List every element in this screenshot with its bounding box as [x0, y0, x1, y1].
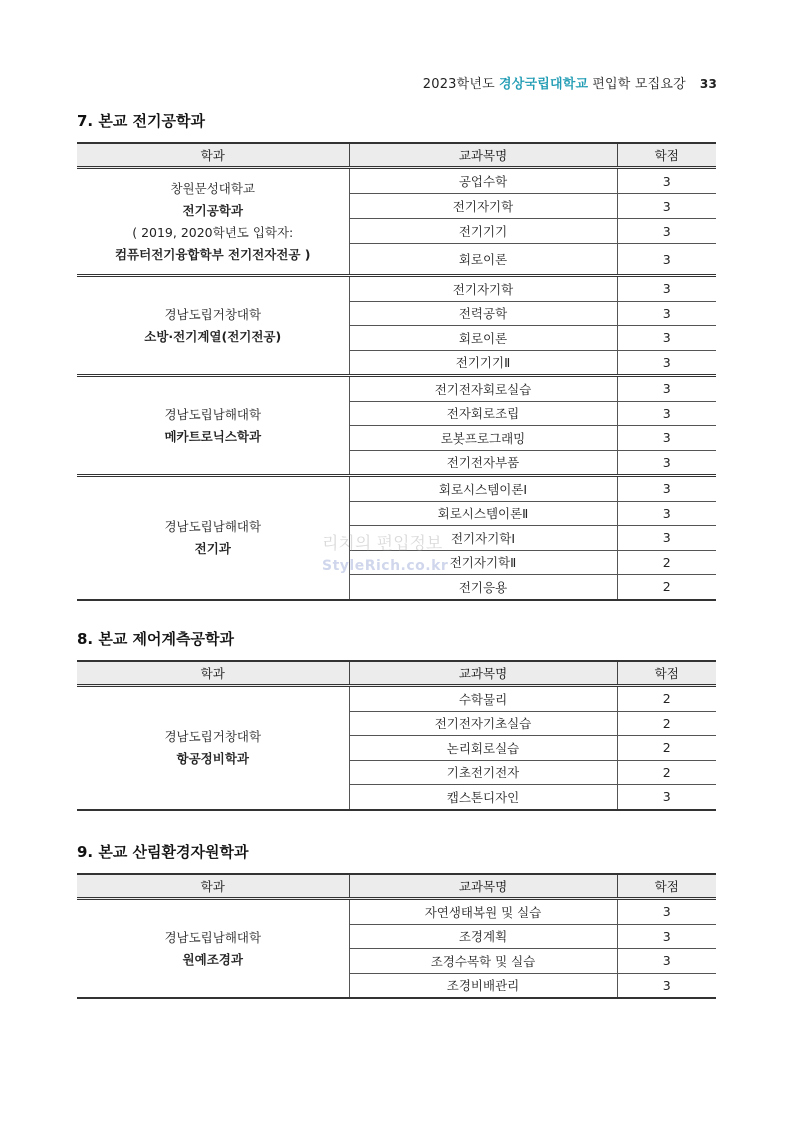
table-row	[77, 686, 716, 712]
section-forest-environment	[77, 843, 716, 999]
page-header	[423, 73, 717, 92]
table-header-row	[77, 143, 716, 168]
dept-note: ( 2019, 2020학년도 입학자:	[132, 224, 294, 240]
section-title: 8. 본교 제어계측공학과	[77, 630, 234, 648]
course-name: 논리회로실습	[349, 736, 617, 761]
section-title: 9. 본교 산림환경자원학과	[77, 843, 249, 861]
credit-value: 3	[617, 785, 716, 810]
credit-value: 3	[617, 326, 716, 351]
column-header-dept: 학과	[77, 661, 349, 686]
credit-value: 3	[617, 501, 716, 526]
course-name: 전자회로조립	[349, 401, 617, 426]
course-name: 회로시스템이론Ⅱ	[349, 501, 617, 526]
course-name: 전기전자부품	[349, 450, 617, 476]
credit-value: 3	[617, 526, 716, 551]
header-university: 경상국립대학교	[498, 77, 589, 92]
credit-value: 3	[617, 168, 716, 194]
dept-name: 메카트로닉스학과	[164, 428, 262, 444]
school-cell	[77, 899, 349, 999]
course-name: 조경수목학 및 실습	[349, 949, 617, 974]
table-group	[77, 168, 716, 276]
credit-value: 2	[617, 550, 716, 575]
watermark-text: 리치의 편입정보	[322, 534, 443, 554]
column-header-course: 교과목명	[349, 143, 617, 168]
course-name: 전기전자기초실습	[349, 711, 617, 736]
credit-value: 3	[617, 401, 716, 426]
table-group	[77, 686, 716, 810]
credit-value: 3	[617, 276, 716, 302]
school-name: 경남도립거창대학	[164, 728, 262, 744]
course-name: 전기기기	[349, 219, 617, 244]
course-name: 전기자기학Ⅰ	[349, 526, 617, 551]
course-name: 기초전기전자	[349, 760, 617, 785]
school-cell	[77, 376, 349, 476]
column-header-credit: 학점	[617, 143, 716, 168]
header-subtitle: 편입학 모집요강	[592, 77, 686, 92]
credit-value: 3	[617, 973, 716, 998]
credit-value: 3	[617, 301, 716, 326]
credit-value: 3	[617, 219, 716, 244]
table-row	[77, 168, 716, 194]
course-name: 조경계획	[349, 924, 617, 949]
dept-name: 원예조경과	[182, 951, 243, 967]
course-name: 전력공학	[349, 301, 617, 326]
section-title: 7. 본교 전기공학과	[77, 112, 206, 130]
credit-value: 3	[617, 899, 716, 925]
school-cell	[77, 168, 349, 276]
school-cell	[77, 276, 349, 376]
school-name: 경남도립남해대학	[164, 518, 262, 534]
credit-value: 2	[617, 575, 716, 600]
table-row	[77, 476, 716, 502]
table-header-row	[77, 661, 716, 686]
table-row	[77, 899, 716, 925]
course-name: 회로이론	[349, 326, 617, 351]
school-name: 경남도립거창대학	[164, 306, 262, 322]
column-header-course: 교과목명	[349, 661, 617, 686]
school-cell	[77, 476, 349, 600]
dept-name: 소방·전기계열(전기전공)	[144, 328, 282, 344]
course-table	[77, 660, 716, 811]
course-name: 자연생태복원 및 실습	[349, 899, 617, 925]
credit-value: 3	[617, 426, 716, 451]
credit-value: 2	[617, 760, 716, 785]
school-name: 경남도립남해대학	[164, 929, 262, 945]
credit-value: 3	[617, 924, 716, 949]
course-name: 전기자기학	[349, 276, 617, 302]
column-header-credit: 학점	[617, 874, 716, 899]
credit-value: 3	[617, 450, 716, 476]
dept-note-bold: 컴퓨터전기융합학부 전기전자전공 )	[114, 246, 311, 262]
course-name: 캡스톤디자인	[349, 785, 617, 810]
table-group	[77, 476, 716, 600]
table-row	[77, 376, 716, 402]
credit-value: 2	[617, 711, 716, 736]
credit-value: 3	[617, 376, 716, 402]
column-header-credit: 학점	[617, 661, 716, 686]
credit-value: 3	[617, 350, 716, 376]
course-name: 전기응용	[349, 575, 617, 600]
course-name: 회로시스템이론Ⅰ	[349, 476, 617, 502]
course-name: 전기전자회로실습	[349, 376, 617, 402]
course-name: 조경비배관리	[349, 973, 617, 998]
course-name: 전기자기학Ⅱ	[349, 550, 617, 575]
school-name: 창원문성대학교	[170, 180, 256, 196]
course-name: 로봇프로그래밍	[349, 426, 617, 451]
table-group	[77, 376, 716, 476]
credit-value: 3	[617, 194, 716, 219]
credit-value: 2	[617, 736, 716, 761]
course-name: 회로이론	[349, 244, 617, 276]
watermark-url: StyleRich.co.kr	[322, 558, 449, 574]
course-name: 전기기기Ⅱ	[349, 350, 617, 376]
school-cell	[77, 686, 349, 810]
table-row	[77, 276, 716, 302]
column-header-dept: 학과	[77, 874, 349, 899]
course-name: 수학물리	[349, 686, 617, 712]
section-control-engineering	[77, 630, 716, 811]
dept-name: 전기공학과	[182, 202, 243, 218]
credit-value: 3	[617, 244, 716, 276]
course-table	[77, 142, 716, 601]
table-group	[77, 899, 716, 999]
table-group	[77, 276, 716, 376]
credit-value: 3	[617, 949, 716, 974]
dept-name: 항공정비학과	[176, 750, 249, 766]
course-name: 전기자기학	[349, 194, 617, 219]
credit-value: 2	[617, 686, 716, 712]
school-name: 경남도립남해대학	[164, 406, 262, 422]
page-number: 33	[699, 77, 717, 91]
dept-name: 전기과	[194, 540, 231, 556]
header-year: 2023학년도	[422, 77, 495, 92]
column-header-course: 교과목명	[349, 874, 617, 899]
course-table	[77, 873, 716, 999]
course-name: 공업수학	[349, 168, 617, 194]
credit-value: 3	[617, 476, 716, 502]
section-electrical-engineering	[77, 112, 716, 601]
table-header-row	[77, 874, 716, 899]
column-header-dept: 학과	[77, 143, 349, 168]
